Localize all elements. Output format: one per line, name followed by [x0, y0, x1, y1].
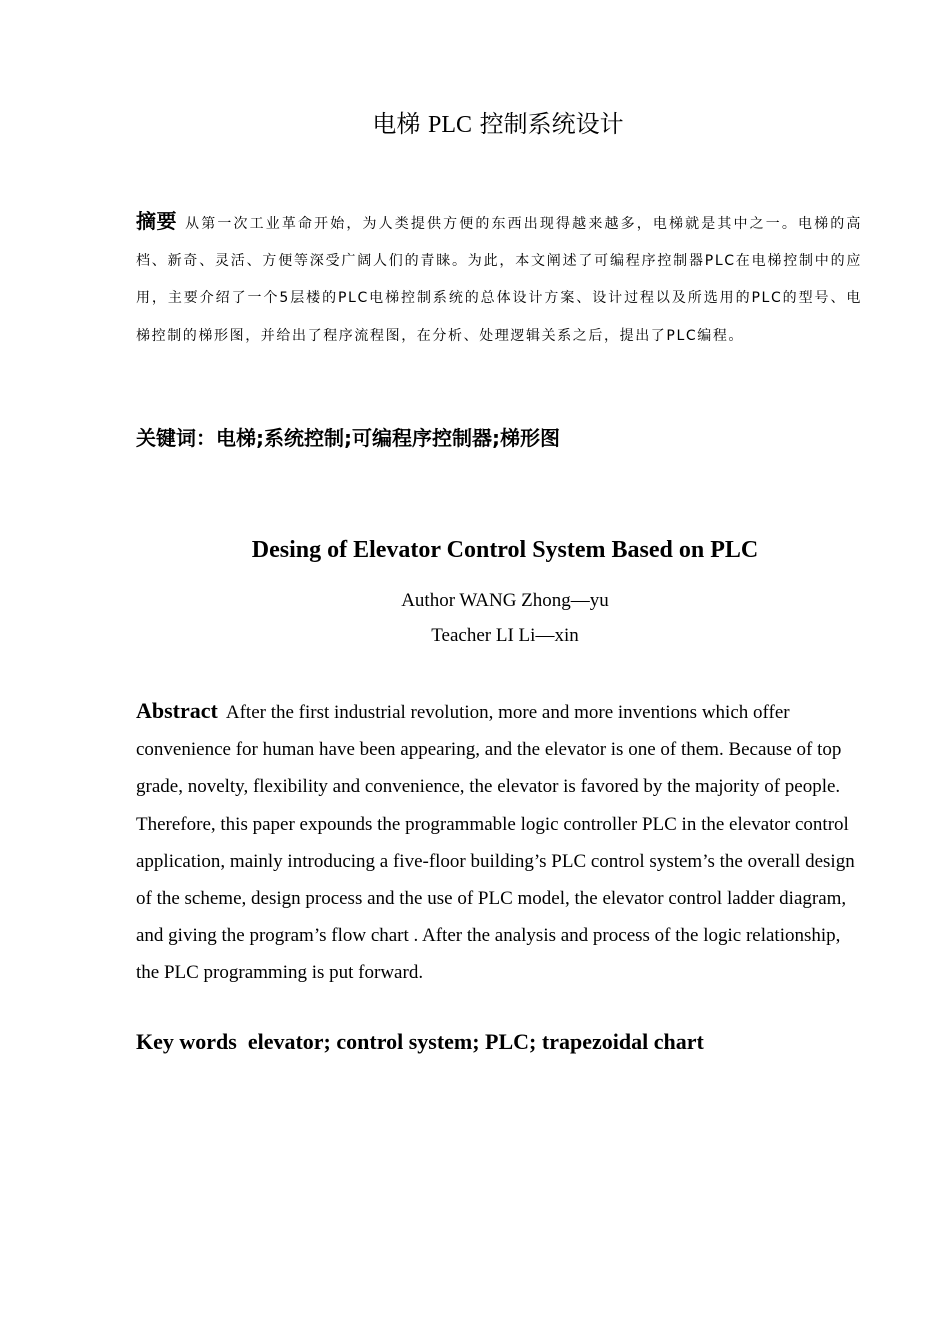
english-abstract-label: Abstract: [136, 698, 218, 723]
english-title: Desing of Elevator Control System Based on PLC: [251, 537, 759, 563]
chinese-title: [0, 107, 950, 142]
chinese-abstract-text: 从第一次工业革命开始，为人类提供方便的东西出现得越来越多，电梯就是其中之一。电梯的高档、新奇、灵活、方便等深受广阔人们的青睐。为此，本文阐述了可编程序控制器PLC在电梯控制中的应用，主要介绍了一个5层楼的PLC电梯控制系统的总体设计方案、设计过程以及所选用的PLC的型号、电梯控制的梯形图，并给出了程序流程图，在分析、处理逻辑关系之后，提出了PLC编程。: [136, 216, 862, 344]
chinese-keywords: 关键词：电梯;系统控制;可编程序控制器;梯形图: [136, 426, 560, 450]
chinese-title-part-2: 控制系统设计: [479, 110, 624, 138]
english-keywords: Key words elevator; control system; PLC; trapezoidal chart: [136, 1029, 704, 1054]
chinese-abstract: [136, 203, 862, 355]
english-abstract-text: After the first industrial revolution, more and more inventions which offer convenience for human have been appearing, and the elevator is one of them. Because of top grade, novelty, flexibility and convenience, the elevator is favored by the majority of people. Therefore, this paper expounds the programmable logic controller PLC in the elevator control application, mainly introducing a five-floor building’s PLC control system’s the overall design of the scheme, design process and the use of PLC model, the elevator control ladder diagram, and giving the program’s flow chart . After the analysis and process of the logic relationship, the PLC programming is put forward.: [136, 702, 855, 984]
chinese-abstract-label: 摘要: [136, 209, 178, 233]
chinese-title-latin: PLC: [427, 112, 472, 138]
chinese-title-part-1: 电梯: [372, 110, 421, 138]
author-line: Author WANG Zhong—yu: [401, 590, 609, 611]
teacher-line: Teacher LI Li—xin: [431, 625, 579, 646]
english-abstract: [136, 692, 862, 992]
